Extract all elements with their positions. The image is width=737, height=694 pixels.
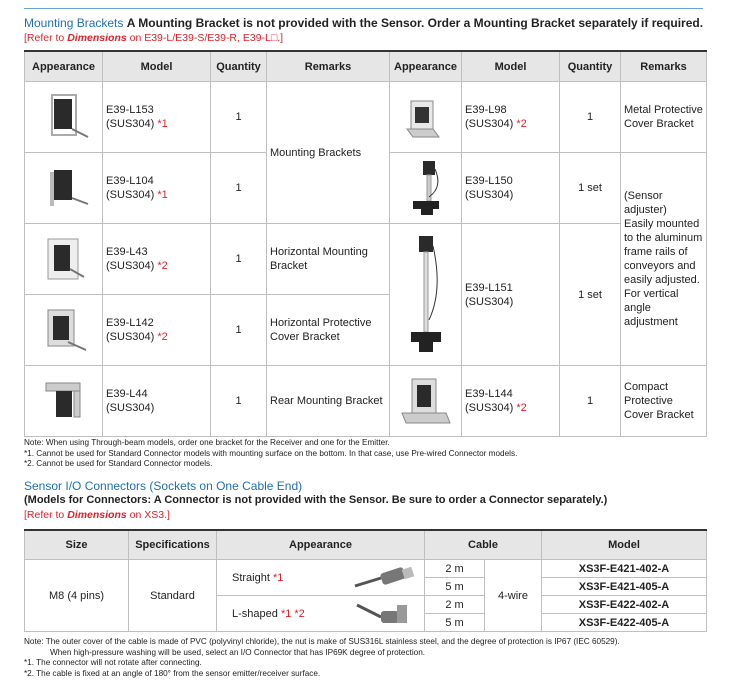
model-material: (SUS304) bbox=[465, 402, 514, 414]
col-quantity-right: Quantity bbox=[560, 51, 621, 82]
remark-cell-merged-right: (Sensor adjuster) Easily mounted to the aluminum frame rails of conveyors and easily adjusted. For vertical angle adjustment bbox=[621, 153, 707, 366]
appearance-lshaped bbox=[217, 596, 425, 632]
col-model-right: Model bbox=[462, 51, 560, 82]
model-name: E39-L144 bbox=[465, 388, 513, 400]
ref-prefix: [Refer to bbox=[24, 32, 68, 44]
ref-prefix: [Refer to bbox=[24, 509, 68, 521]
table-row bbox=[25, 82, 707, 153]
mounting-heading: Mounting Brackets bbox=[24, 16, 124, 30]
model-name: E39-L104 bbox=[106, 175, 154, 187]
model-material: (SUS304) bbox=[465, 295, 514, 308]
bracket-image-e39-l153 bbox=[25, 82, 103, 153]
model-cell bbox=[103, 153, 211, 224]
model-cell bbox=[462, 82, 560, 153]
col-appearance: Appearance bbox=[217, 530, 425, 560]
wire-cell: 4-wire bbox=[485, 560, 542, 632]
model-material: (SUS304) bbox=[106, 402, 155, 414]
model-name: E39-L153 bbox=[106, 104, 154, 116]
footnote-ref: *2 bbox=[157, 331, 168, 343]
appearance-straight bbox=[217, 560, 425, 596]
model-name: E39-L142 bbox=[106, 317, 154, 329]
ref-suffix: on E39-L/E39-S/E39-R, E39-L□.] bbox=[126, 32, 284, 44]
mounting-heading-line bbox=[24, 16, 703, 30]
model-material: (SUS304) bbox=[465, 118, 514, 130]
mounting-reference[interactable] bbox=[24, 32, 283, 44]
model-name: E39-L44 bbox=[106, 388, 148, 400]
col-cable: Cable bbox=[425, 530, 542, 560]
note-line: *1. Cannot be used for Standard Connector models with mounting surface on the bottom. In that case, use Pre-wired Connector models. bbox=[24, 448, 518, 458]
note-line: When high-pressure washing will be used, select an I/O Connector that has IP69K degree of protection. bbox=[50, 647, 426, 657]
connectors-header-row bbox=[25, 530, 707, 560]
top-rule bbox=[24, 8, 703, 9]
col-appearance-right: Appearance bbox=[390, 51, 462, 82]
table-row bbox=[25, 366, 707, 437]
straight-connector-icon bbox=[351, 564, 421, 592]
model-name: E39-L43 bbox=[106, 246, 148, 258]
cable-length: 2 m bbox=[425, 596, 485, 614]
connectors-heading: Sensor I/O Connectors (Sockets on One Cable End) bbox=[24, 479, 303, 493]
footnote-ref: *2 bbox=[516, 402, 527, 414]
note-line: *2. Cannot be used for Standard Connector models. bbox=[24, 459, 213, 468]
straight-label: Straight bbox=[232, 571, 270, 584]
cable-length: 2 m bbox=[425, 560, 485, 578]
footnote-ref: *1 bbox=[157, 118, 168, 130]
footnote-ref: *1 bbox=[272, 571, 284, 584]
quantity-cell: 1 bbox=[211, 82, 267, 153]
col-model: Model bbox=[542, 530, 707, 560]
bracket-image-e39-l98 bbox=[390, 82, 462, 153]
model-material: (SUS304) bbox=[106, 118, 155, 130]
model-cell bbox=[462, 153, 560, 224]
quantity-cell: 1 bbox=[560, 82, 621, 153]
quantity-cell: 1 bbox=[560, 366, 621, 437]
footnote-ref: *2 bbox=[157, 260, 168, 272]
size-cell: M8 (4 pins) bbox=[25, 560, 129, 632]
bracket-image-e39-l150 bbox=[390, 153, 462, 224]
model-cell: XS3F-E421-405-A bbox=[542, 578, 707, 596]
bracket-image-e39-l142 bbox=[25, 295, 103, 366]
quantity-cell: 1 bbox=[211, 295, 267, 366]
note-line: *2. The cable is fixed at an angle of 180° from the sensor emitter/receiver surface. bbox=[24, 668, 321, 678]
connectors-table bbox=[24, 529, 707, 632]
bracket-image-e39-l43 bbox=[25, 224, 103, 295]
col-quantity: Quantity bbox=[211, 51, 267, 82]
col-specifications: Specifications bbox=[129, 530, 217, 560]
model-material: (SUS304) bbox=[106, 260, 155, 272]
cable-length: 5 m bbox=[425, 614, 485, 632]
model-cell: XS3F-E422-402-A bbox=[542, 596, 707, 614]
quantity-cell: 1 set bbox=[560, 224, 621, 366]
model-material: (SUS304) bbox=[465, 189, 514, 201]
model-material: (SUS304) bbox=[106, 331, 155, 343]
connectors-notes bbox=[24, 637, 620, 679]
col-size: Size bbox=[25, 530, 129, 560]
quantity-cell: 1 bbox=[211, 366, 267, 437]
model-name: E39-L151 bbox=[465, 281, 513, 294]
connectors-subheading: (Models for Connectors: A Connector is not provided with the Sensor. Be sure to order a Connector separately.) bbox=[24, 494, 608, 506]
model-cell bbox=[462, 366, 560, 437]
remark-cell: Rear Mounting Bracket bbox=[267, 366, 390, 437]
col-appearance: Appearance bbox=[25, 51, 103, 82]
model-material: (SUS304) bbox=[106, 189, 155, 201]
ref-italic: Dimensions bbox=[67, 509, 127, 521]
note-line: Note: When using Through-beam models, order one bracket for the Receiver and one for the Emitter. bbox=[24, 438, 390, 447]
note-line: *1. The connector will not rotate after connecting. bbox=[24, 658, 202, 667]
bracket-image-e39-l144 bbox=[390, 366, 462, 437]
ref-suffix: on XS3.] bbox=[126, 509, 170, 521]
bracket-image-e39-l44 bbox=[25, 366, 103, 437]
mounting-heading-note: A Mounting Bracket is not provided with the Sensor. Order a Mounting Bracket separately if required. bbox=[126, 16, 704, 30]
connectors-reference[interactable] bbox=[24, 509, 170, 521]
footnote-ref: *1 *2 bbox=[280, 607, 305, 620]
footnote-ref: *1 bbox=[157, 189, 168, 201]
model-cell bbox=[103, 366, 211, 437]
note-line: Note: The outer cover of the cable is made of PVC (polyvinyl chloride), the nut is make of SUS316L stainless steel, and the degree of protection is IP67 (IEC 60529). bbox=[24, 637, 620, 646]
spec-cell: Standard bbox=[129, 560, 217, 632]
quantity-cell: 1 bbox=[211, 224, 267, 295]
table-row bbox=[25, 560, 707, 578]
remark-cell: Metal Protective Cover Bracket bbox=[621, 82, 707, 153]
bracket-image-e39-l104 bbox=[25, 153, 103, 224]
remark-cell: Horizontal Protective Cover Bracket bbox=[267, 295, 390, 366]
model-cell bbox=[103, 82, 211, 153]
footnote-ref: *2 bbox=[516, 118, 527, 130]
quantity-cell: 1 set bbox=[560, 153, 621, 224]
cable-length: 5 m bbox=[425, 578, 485, 596]
model-cell: XS3F-E422-405-A bbox=[542, 614, 707, 632]
model-cell bbox=[462, 224, 560, 366]
remark-cell: Compact Protective Cover Bracket bbox=[621, 366, 707, 437]
bracket-image-e39-l151 bbox=[390, 224, 462, 366]
ref-italic: Dimensions bbox=[67, 32, 127, 44]
mounting-table bbox=[24, 50, 707, 437]
col-remarks: Remarks bbox=[267, 51, 390, 82]
remark-cell: Horizontal Mounting Bracket bbox=[267, 224, 390, 295]
lshaped-label: L-shaped bbox=[232, 607, 278, 620]
model-cell: XS3F-E421-402-A bbox=[542, 560, 707, 578]
quantity-cell: 1 bbox=[211, 153, 267, 224]
table-row bbox=[25, 224, 707, 295]
model-name: E39-L98 bbox=[465, 104, 507, 116]
mounting-notes bbox=[24, 438, 517, 470]
model-name: E39-L150 bbox=[465, 175, 513, 187]
remark-cell-merged: Mounting Brackets bbox=[267, 82, 390, 224]
col-remarks-right: Remarks bbox=[621, 51, 707, 82]
col-model: Model bbox=[103, 51, 211, 82]
model-cell bbox=[103, 224, 211, 295]
model-cell bbox=[103, 295, 211, 366]
mounting-header-row bbox=[25, 51, 707, 82]
lshaped-connector-icon bbox=[351, 599, 421, 629]
